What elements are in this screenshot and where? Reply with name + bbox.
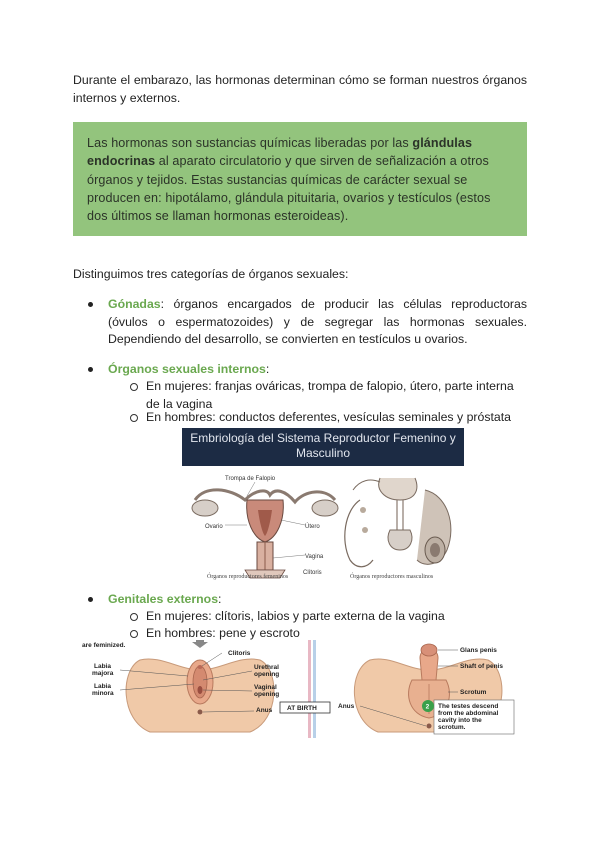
label-clitoris: Clítoris <box>303 570 322 576</box>
internos-colon: : <box>265 362 270 376</box>
internos-men-text: En hombres: conductos deferentes, vesículas seminales y próstata <box>146 410 511 424</box>
gonadas-title: Gónadas <box>108 297 161 311</box>
categories-intro: Distinguimos tres categorías de órganos sexuales: <box>73 267 349 281</box>
label-anus-female: Anus <box>256 707 273 714</box>
step-note-line-3: cavity into the <box>438 717 482 724</box>
label-anus-male: Anus <box>338 703 355 710</box>
label-labia-minora-2: minora <box>92 690 114 697</box>
embryology-banner-title: Embriología del Sistema Reproductor Femenino y Masculino <box>190 431 456 460</box>
sub-bullet-circle-icon <box>130 613 138 621</box>
feminized-note: are feminized. <box>82 642 126 649</box>
label-labia-majora-1: Labia <box>94 663 111 670</box>
hormones-callout <box>73 122 527 236</box>
bullet-externos-text <box>108 591 527 609</box>
bullet-dot-icon <box>88 302 93 307</box>
embryology-banner <box>182 428 464 466</box>
label-vaginal-2: opening <box>254 691 280 698</box>
callout-text <box>87 134 497 225</box>
male-organs-caption: Órganos reproductores masculinos <box>350 574 434 580</box>
sub-bullet-circle-icon <box>130 630 138 638</box>
female-organs-drawing <box>192 482 338 578</box>
intro-paragraph: Durante el embarazo, las hormonas determinan cómo se forman nuestros órganos internos y externos. <box>73 73 527 105</box>
embryology-illustration <box>185 470 465 585</box>
label-urethral-2: opening <box>254 671 280 678</box>
female-external-drawing <box>126 640 274 732</box>
bullet-gonadas <box>73 296 527 350</box>
bullet-dot-icon <box>88 597 93 602</box>
callout-part3: al aparato circulatorio y que sirven de señalización a otros órganos y tejidos. Estas sustancias químicas de carácter sexual se producen en: hipotálamo, glándula pituitaria, ovarios y testículos (estos dos últimos se llaman hormonas esteroideas). <box>87 154 491 224</box>
at-birth-label: AT BIRTH <box>287 705 317 712</box>
external-genitalia-illustration <box>80 640 530 738</box>
label-vagina: Vagina <box>305 554 324 560</box>
sub-bullet-circle-icon <box>130 383 138 391</box>
label-uterus: Útero <box>305 524 320 530</box>
step-note-line-2: from the abdominal <box>438 710 499 717</box>
bullet-internos <box>73 361 527 379</box>
externos-title: Genitales externos <box>108 592 219 606</box>
bullet-gonadas-text <box>108 296 527 349</box>
externos-women-text: En mujeres: clítoris, labios y parte externa de la vagina <box>146 609 445 623</box>
sub-bullet-circle-icon <box>130 414 138 422</box>
female-organs-caption: Órganos reproductores femeninos <box>207 574 289 580</box>
bullet-internos-text <box>108 361 527 379</box>
externos-colon: : <box>218 592 222 606</box>
label-vaginal-1: Vaginal <box>254 684 277 691</box>
callout-part1: Las hormonas son sustancias químicas liberadas por las <box>87 136 413 150</box>
gonadas-description: : órganos encargados de producir las células reproductoras (óvulos o espermatozoides) y de segregar las hormonas sexuales. Dependiendo del desarrollo, se convierten en testículos u ovarios. <box>108 297 527 346</box>
internos-women-text: En mujeres: franjas ováricas, trompa de falopio, útero, parte interna de la vagina <box>146 379 514 411</box>
label-labia-minora-1: Labia <box>94 683 111 690</box>
label-fallopian-tube: Trompa de Falopio <box>225 476 276 482</box>
bullet-externos <box>73 591 527 609</box>
externos-men-text: En hombres: pene y escroto <box>146 626 300 640</box>
callout-endocrine-glands: glándulas endocrinas <box>87 136 473 169</box>
internos-title: Órganos sexuales internos <box>108 362 266 376</box>
label-shaft-of-penis: Shaft of penis <box>460 663 503 670</box>
label-clitoris-ext: Clitoris <box>228 650 251 657</box>
internos-item-men <box>130 409 530 427</box>
label-glans-penis: Glans penis <box>460 647 497 654</box>
step-note-line-4: scrotum. <box>438 724 466 731</box>
label-labia-majora-2: majora <box>92 670 114 677</box>
step-2-number: 2 <box>425 703 430 711</box>
label-urethral-1: Urethral <box>254 664 279 671</box>
bullet-dot-icon <box>88 367 93 372</box>
male-organs-drawing <box>345 478 451 567</box>
label-ovary: Ovario <box>205 524 223 530</box>
step-note-line-1: The testes descend <box>438 703 499 710</box>
label-scrotum: Scrotum <box>460 689 487 696</box>
externos-item-women <box>130 608 530 626</box>
